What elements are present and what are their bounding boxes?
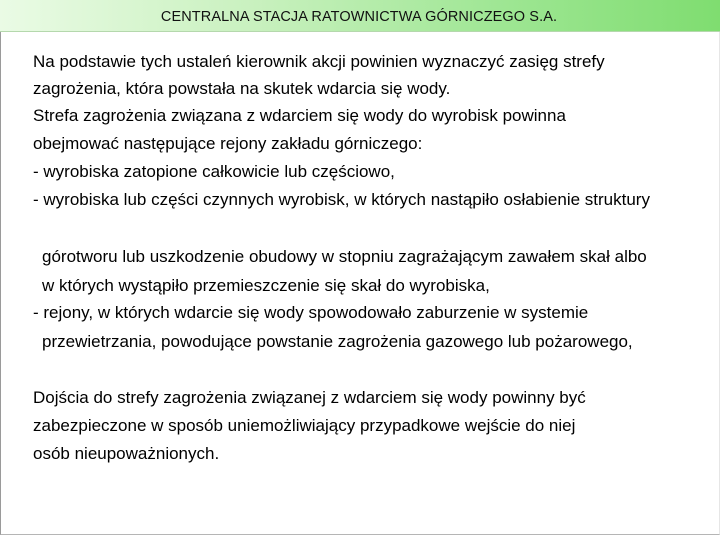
list-item-1: - wyrobiska zatopione całkowicie lub częściowo, <box>33 162 395 181</box>
list-item-2: - wyrobiska lub części czynnych wyrobisk, w których nastąpiło osłabienie struktury <box>33 190 650 209</box>
list-item-2-cont-2: w których wystąpiło przemieszczenie się skał do wyrobiska, <box>42 276 490 295</box>
text-line-3: Strefa zagrożenia związana z wdarciem się wody do wyrobisk powinna <box>33 106 566 125</box>
list-item-2-cont-1: górotworu lub uszkodzenie obudowy w stopniu zagrażającym zawałem skał albo <box>42 247 647 266</box>
list-item-3-cont: przewietrzania, powodujące powstanie zagrożenia gazowego lub pożarowego, <box>42 332 633 351</box>
header-bar <box>0 0 720 32</box>
text-line-2: zagrożenia, która powstała na skutek wdarcia się wody. <box>33 79 451 98</box>
text-line-7: osób nieupoważnionych. <box>33 444 220 463</box>
text-line-6: zabezpieczone w sposób uniemożliwiający przypadkowe wejście do niej <box>33 416 576 435</box>
text-line-1: Na podstawie tych ustaleń kierownik akcji powinien wyznaczyć zasięg strefy <box>33 52 605 71</box>
header-title: CENTRALNA STACJA RATOWNICTWA GÓRNICZEGO S.A. <box>160 9 558 25</box>
text-line-4: obejmować następujące rejony zakładu górniczego: <box>33 134 423 153</box>
list-item-3: - rejony, w których wdarcie się wody spowodowało zaburzenie w systemie <box>33 303 589 322</box>
text-line-5: Dojścia do strefy zagrożenia związanej z wdarciem się wody powinny być <box>33 388 586 407</box>
